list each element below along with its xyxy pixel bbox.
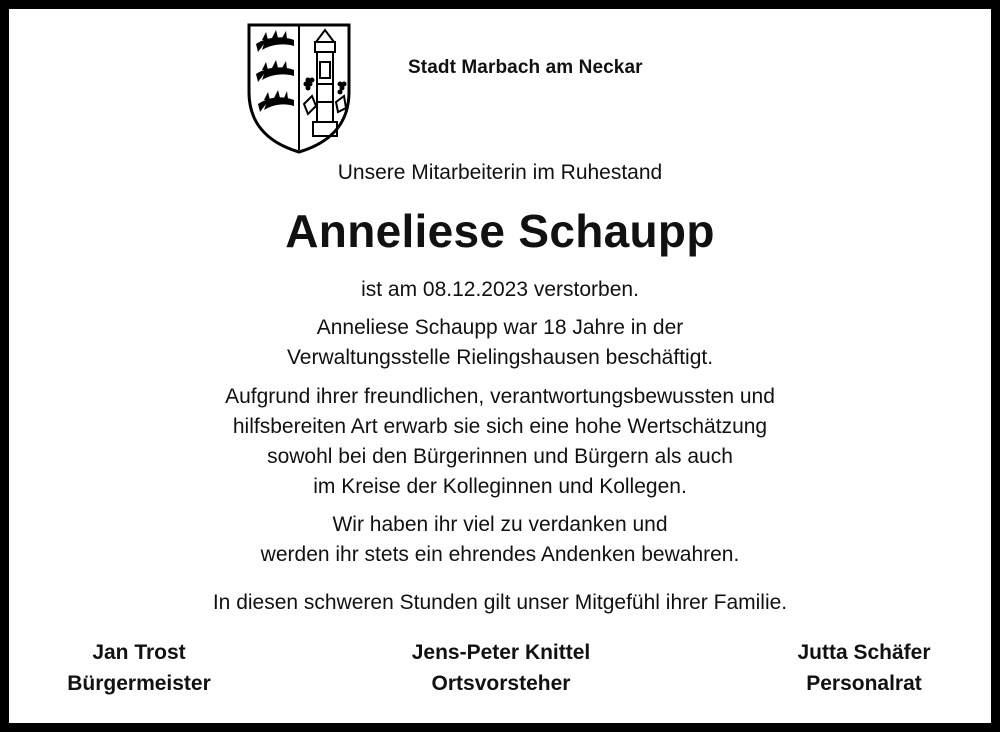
signatory-role: Personalrat xyxy=(806,672,922,695)
coat-of-arms-icon xyxy=(246,22,352,154)
employment-paragraph xyxy=(0,313,1000,373)
signatory-name: Jutta Schäfer xyxy=(797,641,931,664)
text-line: im Kreise der Kolleginnen und Kollegen. xyxy=(313,475,687,498)
signatory-role: Ortsvorsteher xyxy=(431,672,571,695)
deceased-name: Anneliese Schaupp xyxy=(285,205,715,257)
text-line: sowohl bei den Bürgerinnen und Bürgern als auch xyxy=(267,445,733,468)
city-name: Stadt Marbach am Neckar xyxy=(408,57,643,78)
text-line: hilfsbereiten Art erwarb sie sich eine hohe Wertschätzung xyxy=(232,415,768,438)
signatory-staff-council xyxy=(714,637,1000,699)
text-line: Wir haben ihr viel zu verdanken und xyxy=(332,513,668,536)
signatory-mayor xyxy=(0,637,289,699)
signatory-district-head xyxy=(351,637,651,699)
signatory-name: Jan Trost xyxy=(92,641,186,664)
signatory-role: Bürgermeister xyxy=(67,672,211,695)
text-line: Verwaltungsstelle Rielingshausen beschäftigt. xyxy=(286,346,714,369)
condolence-line: In diesen schweren Stunden gilt unser Mitgefühl ihrer Familie. xyxy=(212,591,788,614)
text-line: Anneliese Schaupp war 18 Jahre in der xyxy=(316,316,684,339)
intro-line: Unsere Mitarbeiterin im Ruhestand xyxy=(337,161,663,184)
text-line: Aufgrund ihrer freundlichen, verantwortungsbewussten und xyxy=(225,385,775,408)
tribute-paragraph xyxy=(0,382,1000,502)
signatory-name: Jens-Peter Knittel xyxy=(411,641,591,664)
death-date-line: ist am 08.12.2023 verstorben. xyxy=(361,278,639,301)
gratitude-paragraph xyxy=(0,510,1000,570)
text-line: werden ihr stets ein ehrendes Andenken bewahren. xyxy=(260,543,740,566)
